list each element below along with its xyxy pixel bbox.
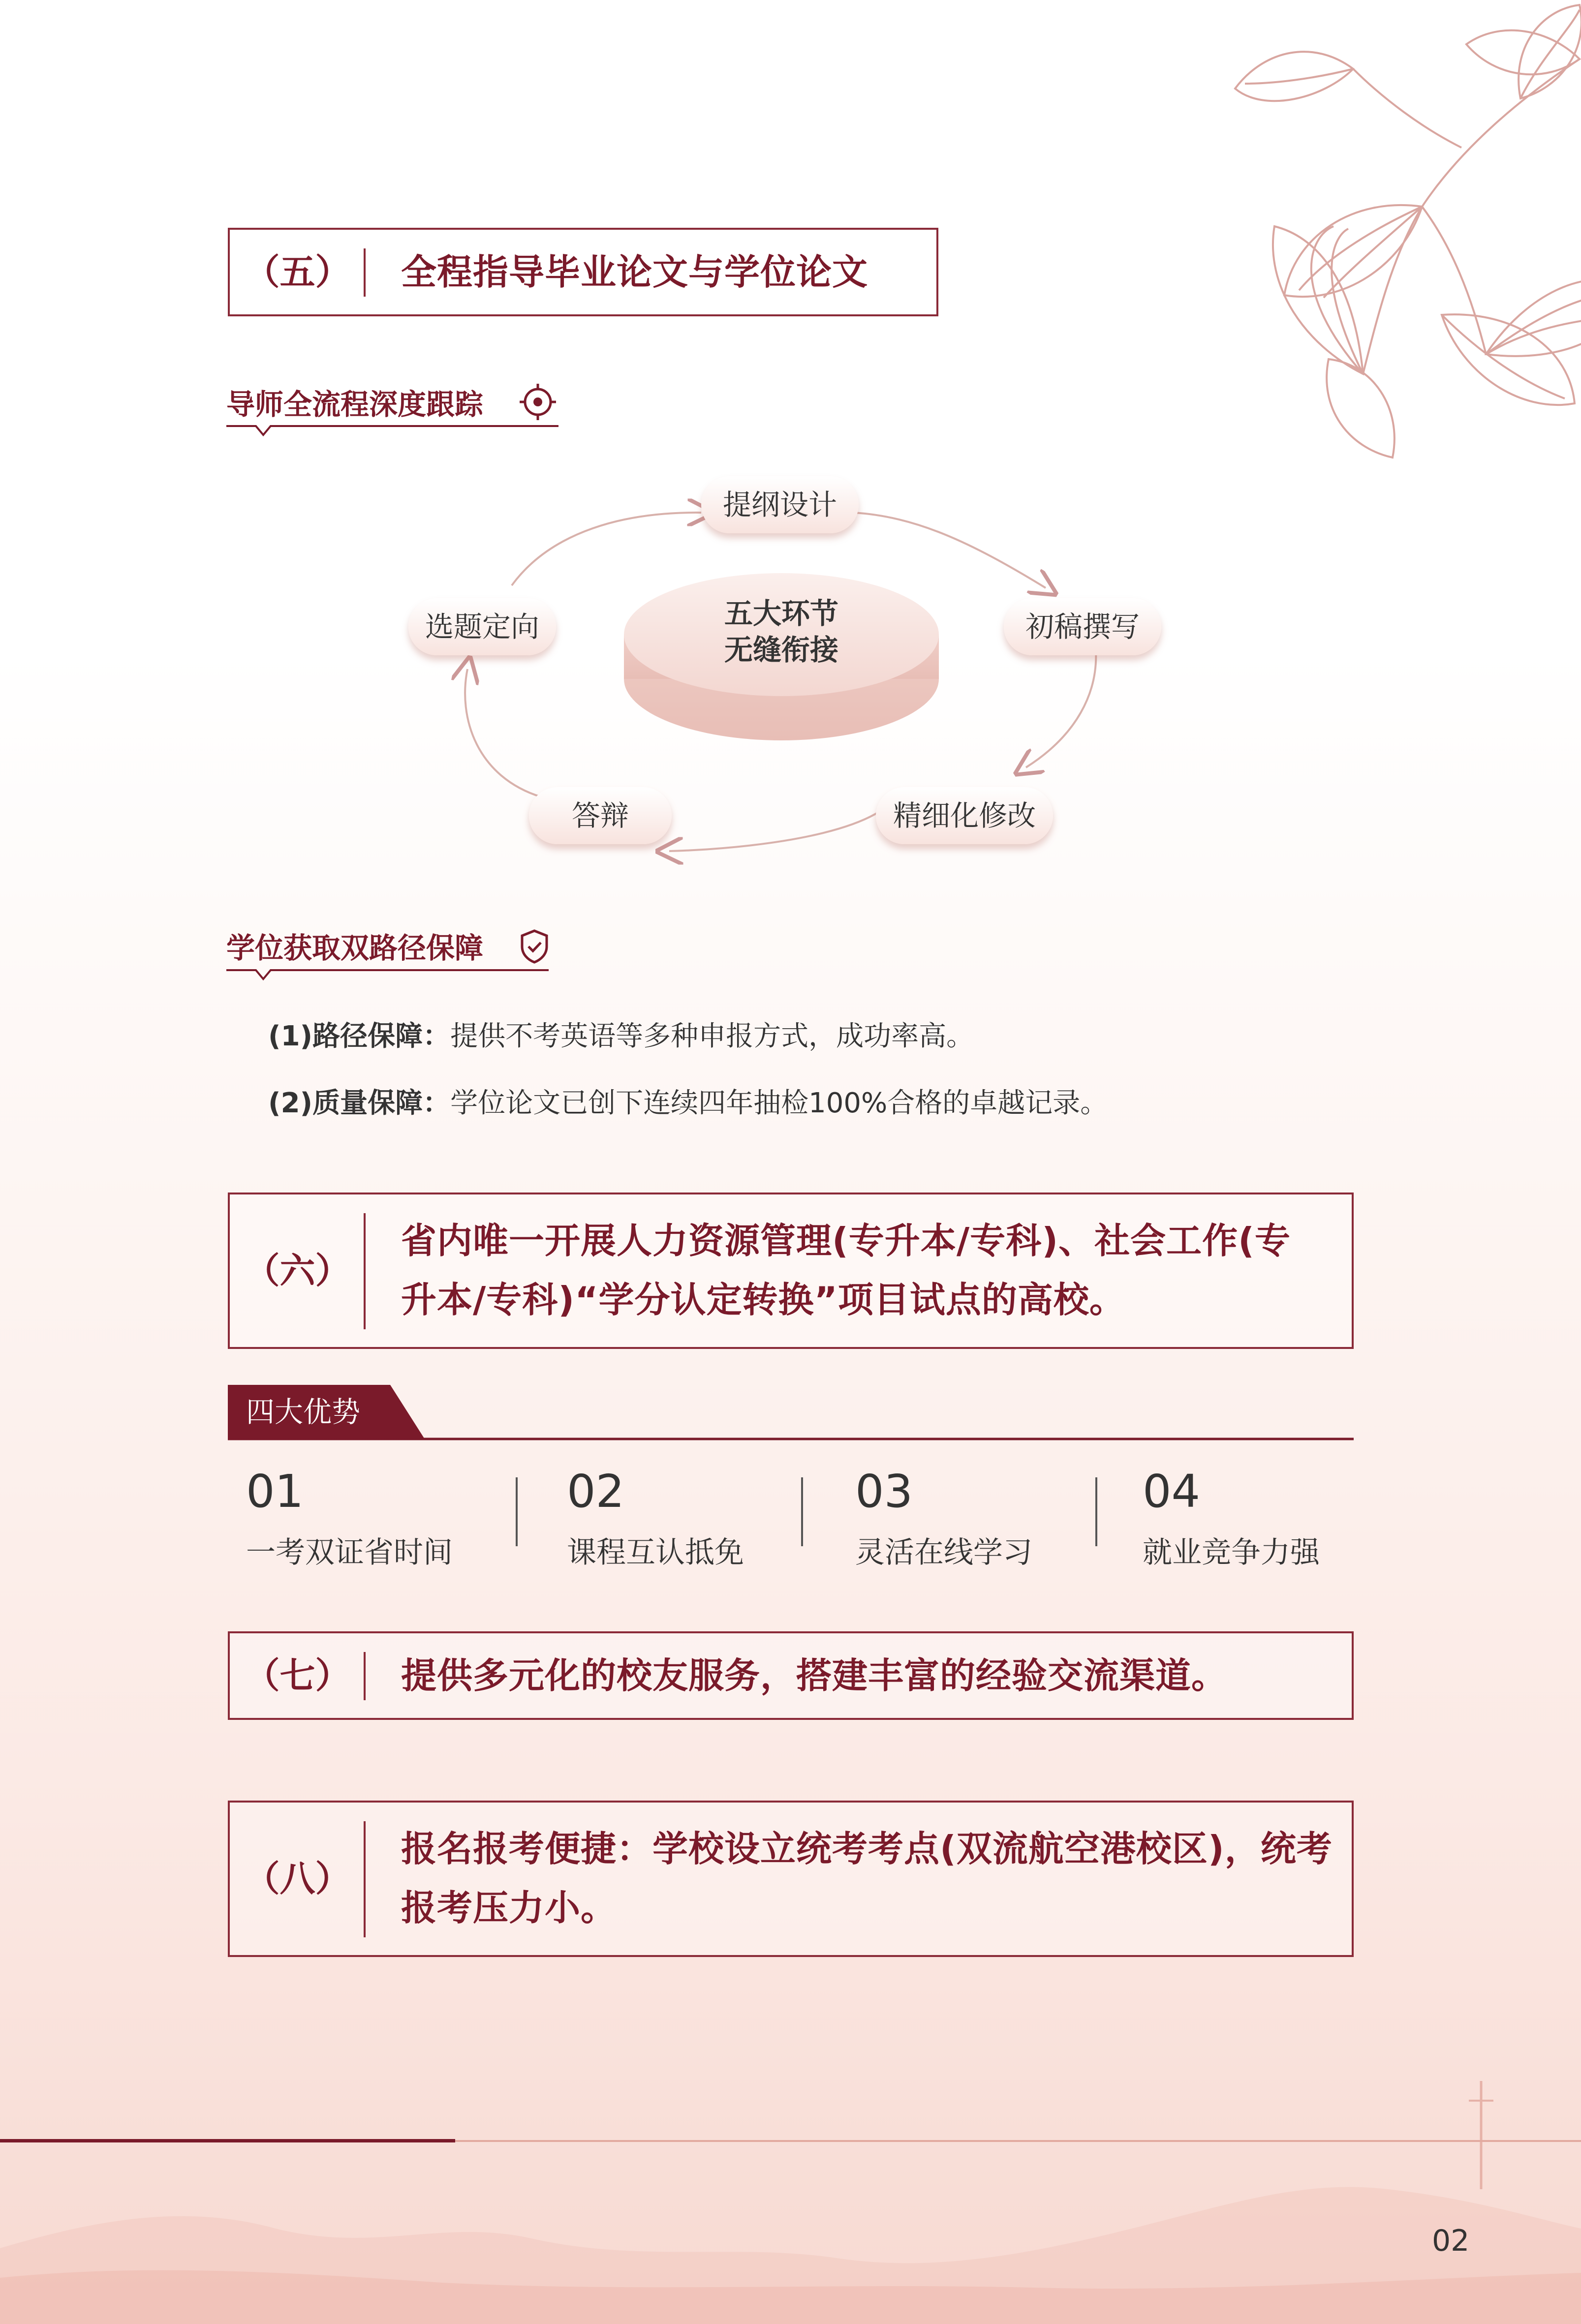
advantage-label: 课程互认抵免 xyxy=(567,1535,744,1570)
degree-item-2 xyxy=(268,1081,1108,1121)
section-text-line-2: 报考压力小。 xyxy=(401,1887,617,1928)
section-text-line-1: 报名报考便捷：学校设立统考考点(双流航空港校区)，统考 xyxy=(401,1828,1333,1869)
advantage-label: 一考双证省时间 xyxy=(246,1535,453,1570)
section-text xyxy=(401,1211,1347,1329)
page-number: 02 xyxy=(1432,2224,1470,2258)
step-first-draft: 初稿撰写 xyxy=(1004,598,1161,655)
degree-item-label: (2)质量保障： xyxy=(268,1087,451,1119)
target-icon xyxy=(518,382,558,422)
section-text xyxy=(401,1819,1347,1937)
advantage-number: 03 xyxy=(855,1465,913,1518)
degree-item-label: (1)路径保障： xyxy=(268,1020,451,1052)
section-divider xyxy=(364,1213,366,1329)
advantage-separator xyxy=(801,1477,803,1546)
section-number: （七） xyxy=(244,1655,351,1696)
degree-heading xyxy=(226,925,483,966)
section-text-line-1: 省内唯一开展人力资源管理(专升本/专科)、社会工作(专 xyxy=(401,1220,1291,1261)
footer-line xyxy=(455,2140,1581,2142)
section-text: 提供多元化的校友服务，搭建丰富的经验交流渠道。 xyxy=(401,1655,1228,1696)
step-defense: 答辩 xyxy=(529,787,672,844)
cycle-center-label xyxy=(619,595,944,668)
advantage-number: 01 xyxy=(246,1465,304,1518)
section-number: （六） xyxy=(244,1250,351,1291)
advantages-tab-label: 四大优势 xyxy=(246,1395,361,1429)
advantage-separator xyxy=(516,1477,518,1546)
advantage-label: 就业竞争力强 xyxy=(1143,1535,1320,1570)
advantage-label: 灵活在线学习 xyxy=(855,1535,1032,1570)
shield-check-icon xyxy=(519,929,550,964)
section-5-header xyxy=(228,228,938,316)
section-title: 全程指导毕业论文与学位论文 xyxy=(401,251,868,293)
step-outline-design: 提纲设计 xyxy=(701,476,859,533)
heading-underline xyxy=(226,967,551,982)
section-7-box xyxy=(228,1631,1354,1720)
tracking-heading-text: 导师全流程深度跟踪 xyxy=(226,388,484,421)
section-divider xyxy=(364,1652,366,1700)
tracking-heading xyxy=(226,381,483,423)
heading-underline xyxy=(226,423,561,438)
section-8-box xyxy=(228,1801,1354,1957)
degree-item-text: 提供不考英语等多种申报方式，成功率高。 xyxy=(450,1020,974,1052)
advantages-tab-bar xyxy=(228,1385,1355,1444)
degree-item-1 xyxy=(268,1014,974,1054)
section-number: （八） xyxy=(244,1858,351,1899)
advantage-separator xyxy=(1095,1477,1097,1546)
section-text-line-2: 升本/专科)“学分认定转换”项目试点的高校。 xyxy=(401,1279,1125,1320)
degree-heading-text: 学位获取双路径保障 xyxy=(226,931,484,965)
step-refinement: 精细化修改 xyxy=(876,787,1053,844)
footer-accent-line xyxy=(0,2139,455,2142)
ginkgo-illustration xyxy=(1147,0,1581,551)
section-divider xyxy=(364,248,366,297)
step-topic-selection: 选题定向 xyxy=(408,598,556,655)
center-line-1: 五大环节 xyxy=(724,597,838,630)
center-line-2: 无缝衔接 xyxy=(724,633,838,667)
advantage-number: 02 xyxy=(567,1465,625,1518)
section-6-box xyxy=(228,1193,1354,1349)
mountain-background xyxy=(0,2042,1581,2324)
section-divider xyxy=(364,1821,366,1937)
degree-item-text: 学位论文已创下连续四年抽检100%合格的卓越记录。 xyxy=(450,1087,1108,1119)
section-number: （五） xyxy=(244,251,351,293)
advantage-number: 04 xyxy=(1143,1465,1201,1518)
